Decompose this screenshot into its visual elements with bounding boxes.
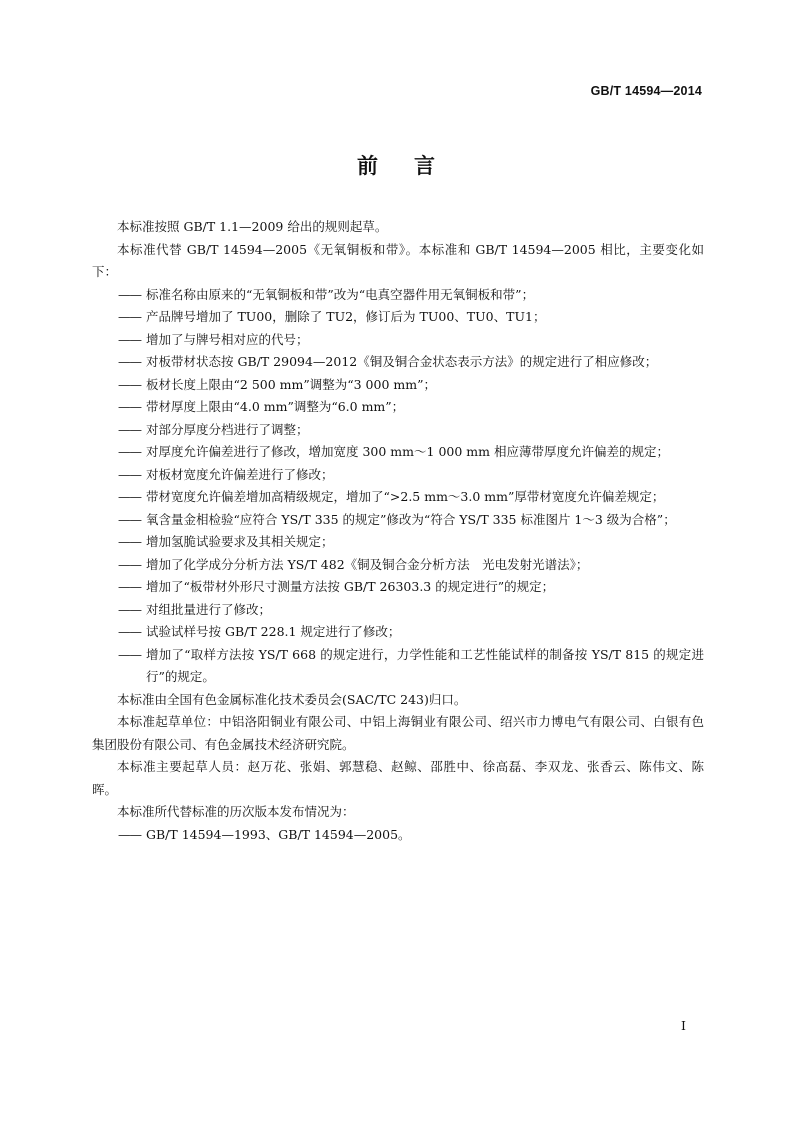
intro-paragraph: 本标准代替 GB/T 14594—2005《无氧铜板和带》。本标准和 GB/T 14594—2005 相比，主要变化如下： [92, 241, 704, 279]
dash-marker: —— [118, 286, 141, 302]
dash-marker: —— [118, 579, 141, 594]
list-item [92, 419, 704, 442]
document-body [92, 216, 704, 846]
list-item [92, 486, 704, 509]
history-intro-paragraph: 本标准所代替标准的历次版本发布情况为： [117, 804, 355, 819]
standard-code: GB/T 14594—2014 [590, 84, 702, 98]
list-item-text: 增加了化学成分分析方法 YS/T 482《铜及铜合金分析方法 光电发射光谱法》； [146, 556, 589, 572]
list-item [92, 554, 704, 577]
page-number: I [681, 1018, 686, 1033]
intro-paragraph: 本标准按照 GB/T 1.1—2009 给出的规则起草。 [117, 219, 388, 234]
dash-marker: —— [118, 511, 141, 527]
changes-list [92, 284, 704, 689]
dash-marker: —— [118, 601, 141, 617]
title-char-right: 言 [414, 154, 437, 178]
dash-marker: —— [118, 309, 141, 324]
list-item [92, 621, 704, 644]
dash-marker: —— [118, 331, 141, 347]
dash-marker: —— [118, 826, 141, 842]
title-char-left: 前 [357, 154, 380, 178]
list-item-text: 试验试样号按 GB/T 228.1 规定进行了修改； [146, 624, 401, 639]
drafters-paragraph: 本标准主要起草人员：赵万花、张娟、郭慧稳、赵鲸、邵胜中、徐高磊、李双龙、张香云、陈伟文、陈晖。 [92, 759, 704, 797]
list-item [92, 374, 704, 397]
dash-marker: —— [118, 624, 141, 639]
dash-marker: —— [118, 354, 141, 369]
list-item [92, 396, 704, 419]
list-item-text: 带材宽度允许偏差增加高精级规定，增加了“>2.5 mm～3.0 mm”厚带材宽度允许偏差规定； [146, 489, 665, 504]
dash-marker: —— [118, 376, 141, 392]
list-item-text: 带材厚度上限由“4.0 mm”调整为“6.0 mm”； [146, 399, 405, 414]
list-item [92, 464, 704, 487]
list-item-text: 板材长度上限由“2 500 mm”调整为“3 000 mm”； [146, 376, 436, 392]
dash-marker: —— [118, 399, 141, 414]
list-item [92, 644, 704, 689]
list-item-text: 增加了“板带材外形尺寸测量方法按 GB/T 26303.3 的规定进行”的规定； [146, 579, 555, 594]
dash-marker: —— [118, 646, 141, 662]
dash-marker: —— [118, 534, 141, 549]
list-item [92, 509, 704, 532]
list-item-text: 氧含量金相检验“应符合 YS/T 335 的规定”修改为“符合 YS/T 335 标准图片 1～3 级为合格”； [146, 511, 676, 527]
list-item [92, 351, 704, 374]
dash-marker: —— [118, 556, 141, 572]
list-item-text: 对部分厚度分档进行了调整； [146, 421, 309, 437]
dash-marker: —— [118, 444, 141, 459]
list-item-text: 对板带材状态按 GB/T 29094—2012《铜及铜合金状态表示方法》的规定进行了相应修改； [146, 354, 658, 369]
list-item [92, 306, 704, 329]
dash-marker: —— [118, 466, 141, 482]
committee-paragraph: 本标准由全国有色金属标准化技术委员会(SAC/TC 243)归口。 [117, 691, 467, 707]
list-item-text: 增加了“取样方法按 YS/T 668 的规定进行，力学性能和工艺性能试样的制备按 YS/T 815 的规定进行”的规定。 [146, 646, 704, 684]
list-item [92, 576, 704, 599]
list-item-text: 对组批量进行了修改； [146, 601, 272, 617]
dash-marker: —— [118, 489, 141, 504]
list-item [92, 284, 704, 307]
list-item [92, 441, 704, 464]
list-item-text: 对板材宽度允许偏差进行了修改； [146, 466, 334, 482]
list-item [92, 329, 704, 352]
list-item-text: 增加了与牌号相对应的代号； [146, 331, 309, 347]
history-item-text: GB/T 14594—1993、GB/T 14594—2005。 [146, 826, 411, 842]
list-item-text: 产品牌号增加了 TU00，删除了 TU2，修订后为 TU00、TU0、TU1； [146, 309, 546, 324]
list-item-text: 增加氢脆试验要求及其相关规定； [146, 534, 334, 549]
dash-marker: —— [118, 421, 141, 437]
page-title [0, 150, 794, 180]
list-item [92, 531, 704, 554]
list-item [92, 599, 704, 622]
history-item [92, 824, 704, 847]
drafting-units-paragraph: 本标准起草单位：中铝洛阳铜业有限公司、中铝上海铜业有限公司、绍兴市力博电气有限公司、白银有色集团股份有限公司、有色金属技术经济研究院。 [92, 714, 704, 752]
list-item-text: 标准名称由原来的“无氧铜板和带”改为“电真空器件用无氧铜板和带”； [146, 286, 535, 302]
list-item-text: 对厚度允许偏差进行了修改，增加宽度 300 mm～1 000 mm 相应薄带厚度允许偏差的规定； [146, 444, 669, 459]
